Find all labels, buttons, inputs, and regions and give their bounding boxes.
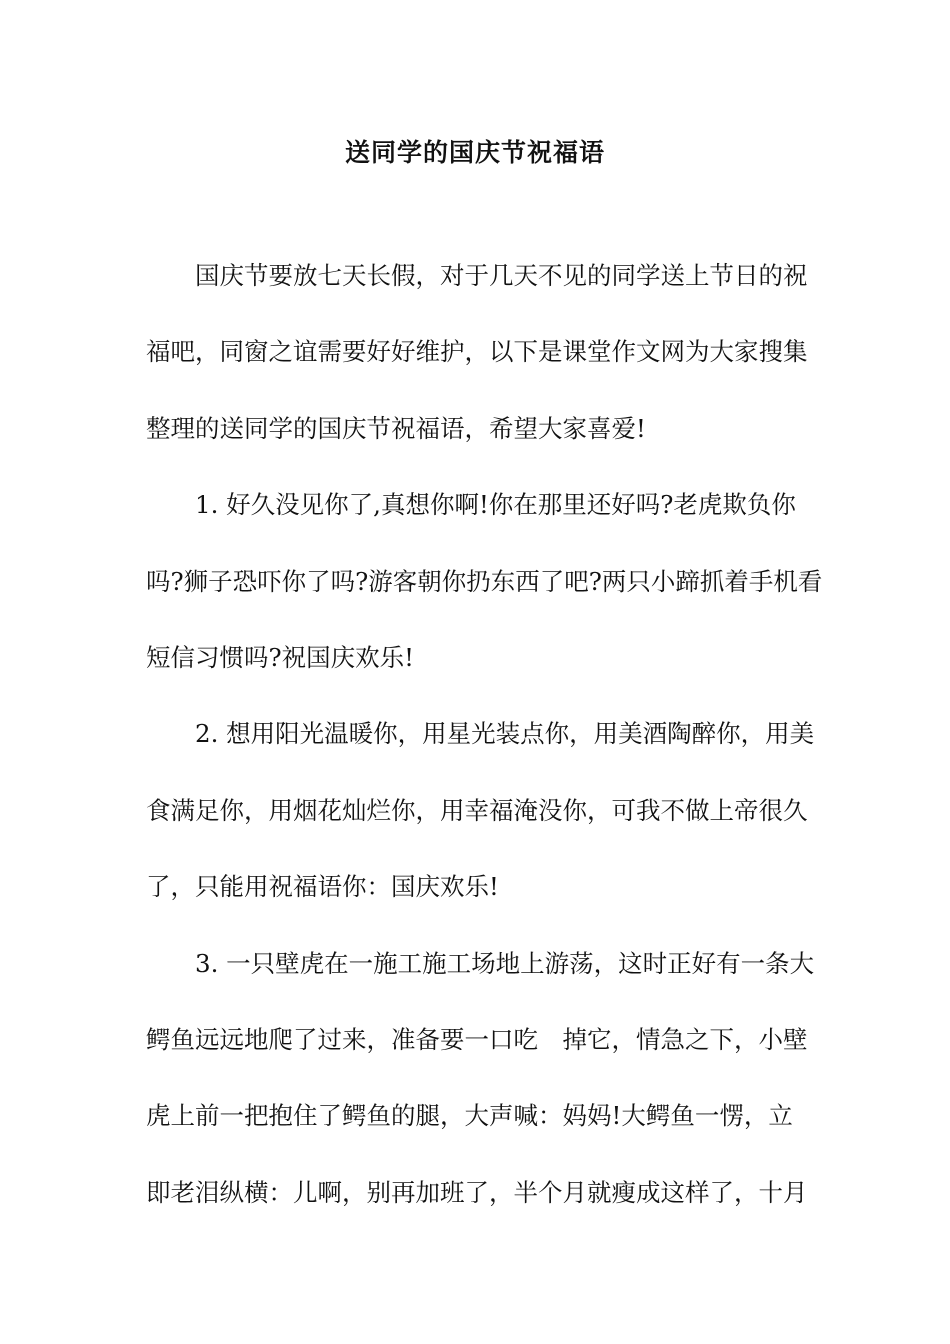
paragraph-line: 鳄鱼远远地爬了过来，准备要一口吃 掉它，情急之下，小壁 <box>146 1024 808 1054</box>
paragraph-line: 虎上前一把抱住了鳄鱼的腿，大声喊：妈妈!大鳄鱼一愣，立 <box>146 1101 793 1131</box>
paragraph-line: 短信习惯吗?祝国庆欢乐! <box>146 642 414 672</box>
paragraph-line: 福吧，同窗之谊需要好好维护，以下是课堂作文网为大家搜集 <box>146 337 808 367</box>
paragraph-line: 国庆节要放七天长假，对于几天不见的同学送上节日的祝 <box>195 261 808 290</box>
paragraph-line: 吗?狮子恐吓你了吗?游客朝你扔东西了吧?两只小蹄抓着手机看 <box>146 566 823 596</box>
paragraph-line: 了，只能用祝福语你：国庆欢乐! <box>146 872 499 902</box>
document-title: 送同学的国庆节祝福语 <box>344 138 605 167</box>
document-body <box>146 255 823 1248</box>
paragraph-line: 整理的送同学的国庆节祝福语，希望大家喜爱! <box>146 413 646 443</box>
paragraph-line: 即老泪纵横：儿啊，别再加班了，半个月就瘦成这样了，十月 <box>146 1177 808 1207</box>
paragraph-line: 3. 一只壁虎在一施工施工场地上游荡，这时正好有一条大 <box>195 948 815 978</box>
paragraph-line: 2. 想用阳光温暖你，用星光装点你，用美酒陶醉你，用美 <box>195 719 815 749</box>
paragraph-line: 1. 好久没见你了,真想你啊!你在那里还好吗?老虎欺负你 <box>195 490 796 520</box>
paragraph-line: 食满足你，用烟花灿烂你，用幸福淹没你，可我不做上帝很久 <box>146 795 808 825</box>
